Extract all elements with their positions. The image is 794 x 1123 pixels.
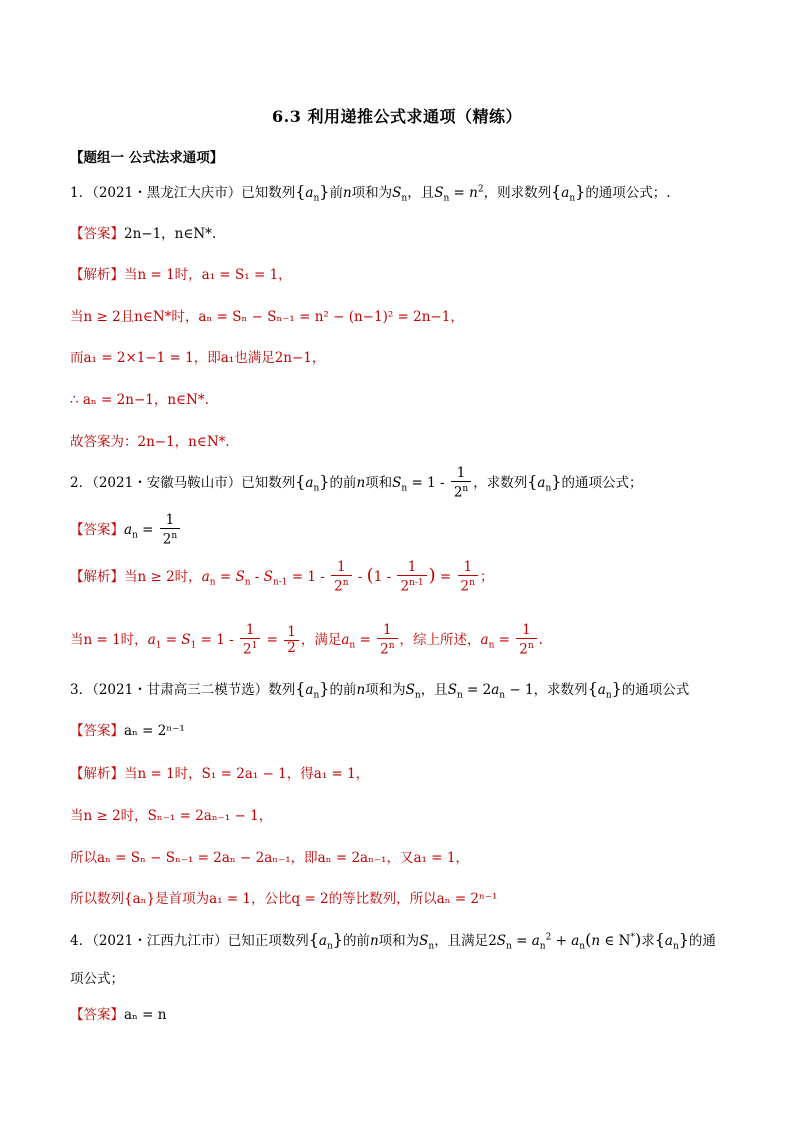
problem-1-step-3: 而a₁ = 2×1−1 = 1，即a₁也满足2n−1，	[70, 350, 326, 366]
problem-1-step-4: ∴ aₙ = 2n−1，n∈N*.	[70, 392, 209, 408]
problem-1-step-2: 当n ≥ 2且n∈N*时，aₙ = Sₙ − Sₙ₋₁ = n² − (n−1)² = 2n−1，	[70, 309, 464, 325]
problem-3-answer: 【答案】aₙ = 2ⁿ⁻¹	[70, 723, 185, 739]
section-heading: 【题组一 公式法求通项】	[70, 150, 224, 166]
problem-2-answer: 【答案】$a_n$ = $\frac{1}{2^n}$	[70, 513, 182, 548]
problem-1-step-5: 故答案为：2n−1，n∈N*.	[70, 434, 230, 450]
problem-3-analysis: 【解析】当n = 1时，S₁ = 2a₁ − 1，得a₁ = 1，	[70, 766, 370, 782]
problem-2-question: 2．（2021・安徽马鞍山市）已知数列$\{a_n\}$的前n项和$S_n = 1$ - $\frac{1}{2^n}$ ，求数列$\{a_n\}$的通项公式；	[70, 465, 643, 501]
problem-3-step-4: 所以数列{aₙ}是首项为a₁ = 1，公比q = 2的等比数列，所以aₙ = 2ⁿ⁻¹	[70, 891, 498, 907]
problem-1-analysis: 【解析】当n = 1时，a₁ = S₁ = 1，	[70, 267, 292, 283]
problem-4-answer: 【答案】aₙ = n	[70, 1007, 167, 1023]
problem-4-question: 4．（2021・江西九江市）已知正项数列$\{a_n\}$的前n项和为$S_n$，且满足$2S_n = a_n^2 + a_n(n$ ∈ N*)求$\{a_n\}$的通	[70, 930, 716, 952]
problem-1-question: 1．（2021・黑龙江大庆市）已知数列$\{a_n\}$前n项和为$S_n$，且$S_n = n^2$，则求数列$\{a_n\}$的通项公式；.	[70, 182, 671, 204]
problem-1-answer: 【答案】2n−1，n∈N*.	[70, 226, 217, 242]
problem-3-step-2: 当n ≥ 2时，Sₙ₋₁ = 2aₙ₋₁ − 1，	[70, 808, 273, 824]
problem-2-step-2: 当n = 1时，$a_1 = S_1 = 1$ - $\frac{1}{2^1}$ = $\frac{1}{2}$ ，满足$a_n$ = $\frac{1}{2^n}$ ，综上所述，$a_n$ = $\frac{1}{2^n}$ .	[70, 622, 543, 658]
problem-4-question-cont: 项公式；	[70, 971, 124, 987]
problem-3-question: 3．（2021・甘肃高三二模节选）数列$\{a_n\}$的前n项和为$S_n$，且$S_n = 2a_n - 1$，求数列$\{a_n\}$的通项公式	[70, 679, 690, 701]
page-title: 6.3 利用递推公式求通项（精练）	[272, 107, 522, 126]
problem-3-step-3: 所以aₙ = Sₙ − Sₙ₋₁ = 2aₙ − 2aₙ₋₁，即aₙ = 2aₙ₋₁，又a₁ = 1，	[70, 850, 469, 866]
problem-2-analysis: 【解析】当n ≥ 2时，$a_n = S_n - S_{n-1} = 1$ - $\frac{1}{2^n}$ - (1 - $\frac{1}{2^{n-1}}$ ) = $\frac{1}{2^n}$ ；	[70, 559, 494, 595]
